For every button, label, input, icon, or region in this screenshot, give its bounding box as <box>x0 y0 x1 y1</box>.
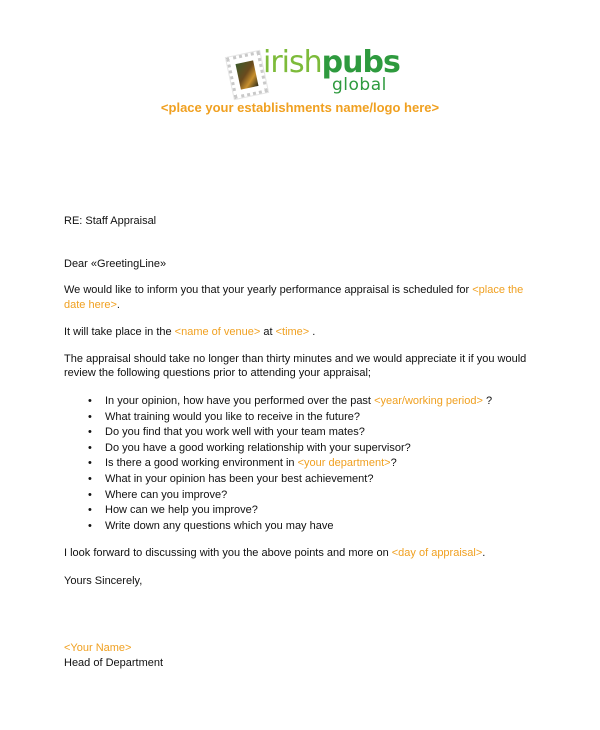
re-line: RE: Staff Appraisal <box>64 215 157 227</box>
paragraph-schedule-line2: date here>. <box>64 299 120 311</box>
date-placeholder: <place the <box>472 284 524 296</box>
bullet-icon: • <box>88 488 92 501</box>
bullet-icon: • <box>88 519 92 532</box>
list-item: • Write down any questions which you may have <box>64 519 492 535</box>
signature-name-placeholder: <Your Name> <box>64 642 132 654</box>
bullet-icon: • <box>88 457 92 470</box>
greeting-line: Dear «GreetingLine» <box>64 258 167 270</box>
brand-wordmark: irishpubs <box>263 45 400 80</box>
bullet-icon: • <box>88 426 92 439</box>
paragraph-appraisal-line2: review the following questions prior to attending your appraisal; <box>64 367 371 379</box>
company-logo <box>226 44 426 104</box>
list-item: • What in your opinion has been your best achievement? <box>64 472 492 488</box>
list-item: • Do you have a good working relationship with your supervisor? <box>64 441 492 457</box>
bullet-icon: • <box>88 395 92 407</box>
question-list <box>64 394 492 534</box>
list-item: • How can we help you improve? <box>64 503 492 519</box>
period-placeholder: <year/working period> <box>374 395 483 407</box>
bullet-icon: • <box>88 410 92 423</box>
date-placeholder-cont: date here> <box>64 299 117 311</box>
list-item: • Where can you improve? <box>64 488 492 504</box>
paragraph-schedule: We would like to inform you that your yearly performance appraisal is scheduled for <place the <box>64 284 524 296</box>
time-placeholder: <time> <box>275 326 310 338</box>
paragraph-discussion: I look forward to discussing with you the above points and more on <day of appraisal>. <box>64 547 486 559</box>
closing-line: Yours Sincerely, <box>64 575 143 587</box>
day-placeholder: <day of appraisal> <box>391 547 483 559</box>
list-item: • Is there a good working environment in <your department>? <box>64 456 492 472</box>
bullet-icon: • <box>88 441 92 454</box>
logo-placeholder-text: <place your establishments name/logo here> <box>160 100 440 115</box>
list-item: • What training would you like to receive in the future? <box>64 410 492 426</box>
venue-placeholder: <name of venue> <box>174 326 261 338</box>
stamp-icon <box>226 51 268 99</box>
signature-title: Head of Department <box>64 657 164 669</box>
department-placeholder: <your department> <box>297 457 391 470</box>
paragraph-venue: It will take place in the <name of venue> at <time> . <box>64 326 316 338</box>
brand-subtitle: global <box>332 75 387 95</box>
bullet-icon: • <box>88 472 92 485</box>
list-item: • Do you find that you work well with your team mates? <box>64 425 492 441</box>
paragraph-appraisal-line1: The appraisal should take no longer than thirty minutes and we would appreciate it if you would <box>64 353 527 365</box>
bullet-icon: • <box>88 504 92 517</box>
list-item: • In your opinion, how have you performed over the past <year/working period> ? <box>64 394 492 410</box>
